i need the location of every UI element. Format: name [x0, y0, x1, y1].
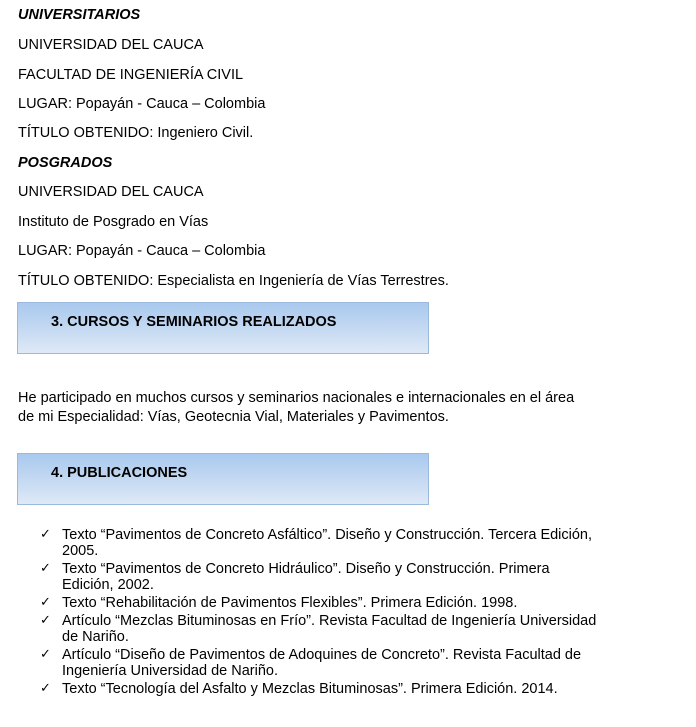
- universitarios-heading: UNIVERSITARIOS: [18, 7, 141, 23]
- checkmark-icon: ✓: [40, 595, 51, 610]
- checkmark-icon: ✓: [40, 561, 51, 576]
- checkmark-icon: ✓: [40, 613, 51, 628]
- checkmark-icon: ✓: [40, 527, 51, 542]
- publication-text: Artículo “Mezclas Bituminosas en Frío”. Revista Facultad de Ingeniería Universidad de Nariño.: [62, 613, 597, 645]
- checkmark-icon: ✓: [40, 681, 51, 696]
- cursos-section-title: 3. CURSOS Y SEMINARIOS REALIZADOS: [51, 314, 337, 330]
- posgrados-institute: Instituto de Posgrado en Vías: [18, 214, 209, 230]
- universitarios-degree: TÍTULO OBTENIDO: Ingeniero Civil.: [18, 125, 254, 141]
- cursos-section-banner: [17, 302, 429, 354]
- list-item: [40, 613, 600, 645]
- posgrados-place: LUGAR: Popayán - Cauca – Colombia: [18, 243, 266, 259]
- checkmark-icon: ✓: [40, 647, 51, 662]
- publication-text: Texto “Rehabilitación de Pavimentos Flexibles”. Primera Edición. 1998.: [62, 595, 518, 611]
- list-item: [40, 561, 600, 593]
- list-item: [40, 647, 600, 679]
- list-item: [40, 681, 600, 697]
- publication-text: Texto “Pavimentos de Concreto Asfáltico”. Diseño y Construcción. Tercera Edición, 2005.: [62, 527, 593, 559]
- publicaciones-section-title: 4. PUBLICACIONES: [51, 465, 188, 481]
- publication-text: Artículo “Diseño de Pavimentos de Adoquines de Concreto”. Revista Facultad de Ingeniería Universidad de Nariño.: [62, 647, 582, 679]
- posgrados-degree: TÍTULO OBTENIDO: Especialista en Ingeniería de Vías Terrestres.: [18, 273, 449, 289]
- posgrados-heading: POSGRADOS: [18, 155, 113, 171]
- publicaciones-section-banner: [17, 453, 429, 505]
- publicaciones-list: [40, 527, 600, 699]
- cursos-paragraph: He participado en muchos cursos y seminarios nacionales e internacionales en el área de mi Especialidad: Vías, Geotecnia Vial, Materiales y Pavimentos.: [18, 390, 575, 425]
- universitarios-place: LUGAR: Popayán - Cauca – Colombia: [18, 96, 266, 112]
- posgrados-university: UNIVERSIDAD DEL CAUCA: [18, 184, 204, 200]
- list-item: [40, 595, 600, 611]
- list-item: [40, 527, 600, 559]
- universitarios-faculty: FACULTAD DE INGENIERÍA CIVIL: [18, 67, 244, 83]
- publication-text: Texto “Pavimentos de Concreto Hidráulico”. Diseño y Construcción. Primera Edición, 2002.: [62, 561, 550, 593]
- publication-text: Texto “Tecnología del Asfalto y Mezclas Bituminosas”. Primera Edición. 2014.: [62, 681, 558, 697]
- universitarios-university: UNIVERSIDAD DEL CAUCA: [18, 37, 204, 53]
